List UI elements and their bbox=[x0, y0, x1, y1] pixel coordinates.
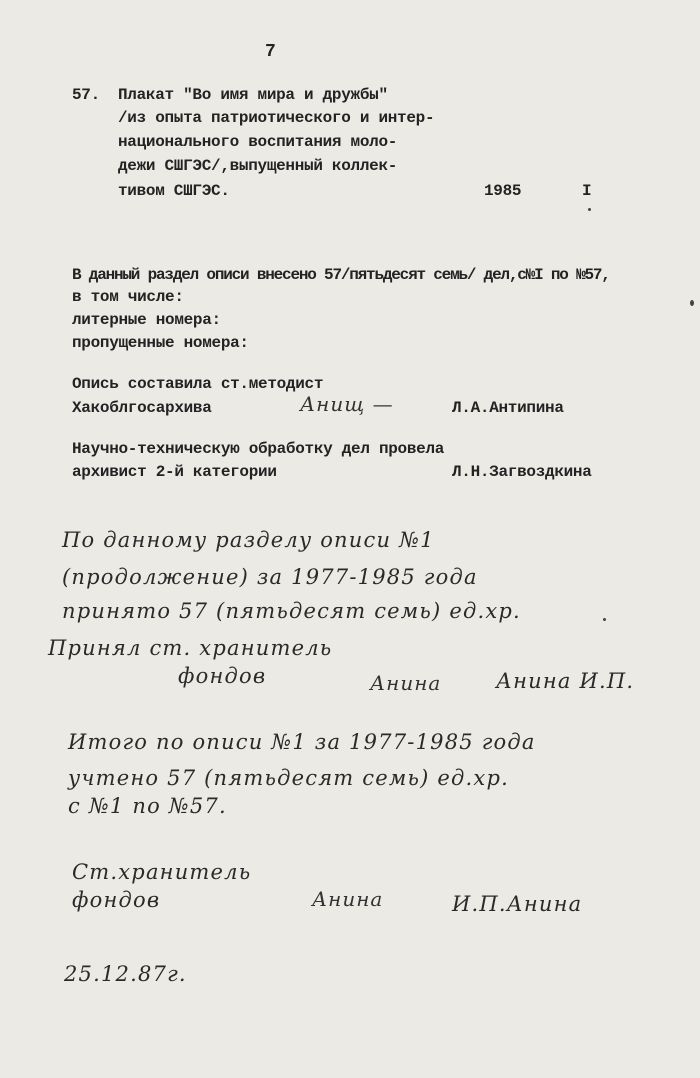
entry-number: 57. bbox=[72, 86, 100, 104]
entry-line: Плакат "Во имя мира и дружбы" bbox=[118, 86, 388, 104]
scan-speck bbox=[603, 618, 606, 621]
handwritten-note-line: По данному разделу описи №1 bbox=[62, 528, 435, 552]
keeper-line: фондов bbox=[72, 888, 161, 912]
accepted-by-line: Принял ст. хранитель bbox=[48, 636, 333, 660]
scan-speck bbox=[588, 208, 591, 211]
handwritten-date: 25.12.87г. bbox=[64, 962, 187, 986]
processor-role: архивист 2-й категории bbox=[72, 463, 277, 481]
entry-count: I bbox=[582, 182, 592, 200]
accepted-by-line: фондов bbox=[178, 664, 267, 688]
summary-line: пропущенные номера: bbox=[72, 334, 249, 352]
entry-line: дежи СШГЭС/,выпущенный коллек- bbox=[118, 157, 398, 175]
processor-title: Научно-техническую обработку дел провела bbox=[72, 440, 445, 458]
handwritten-note-line: принято 57 (пятьдесят семь) ед.хр. bbox=[62, 599, 521, 623]
processor-name: Л.Н.Загвоздкина bbox=[452, 463, 592, 481]
entry-year: 1985 bbox=[484, 182, 522, 200]
summary-line: литерные номера: bbox=[72, 311, 221, 329]
entry-line: национального воспитания моло- bbox=[118, 133, 398, 151]
keeper-line: Ст.хранитель bbox=[72, 860, 252, 884]
accepted-by-signature: Анина bbox=[370, 671, 442, 695]
scan-speck bbox=[690, 300, 694, 306]
compiler-name: Л.А.Антипина bbox=[452, 399, 564, 417]
total-line: Итого по описи №1 за 1977-1985 года bbox=[68, 730, 536, 754]
summary-line: В данный раздел описи внесено 57/пятьдесят семь/ дел,с№I по №57, bbox=[72, 266, 610, 284]
page-number: 7 bbox=[265, 42, 276, 62]
compiler-title: Опись составила ст.методист bbox=[72, 375, 324, 393]
entry-line: тивом СШГЭС. bbox=[118, 182, 230, 200]
entry-line: /из опыта патриотического и интер- bbox=[118, 109, 435, 127]
total-line: с №1 по №57. bbox=[68, 794, 227, 818]
compiler-signature: Анищ — bbox=[300, 392, 394, 416]
keeper-signature: Анина bbox=[312, 887, 384, 911]
accepted-by-name: Анина И.П. bbox=[496, 669, 635, 693]
compiler-org: Хакоблгосархива bbox=[72, 399, 212, 417]
total-line: учтено 57 (пятьдесят семь) ед.хр. bbox=[68, 766, 509, 790]
handwritten-note-line: (продолжение) за 1977-1985 года bbox=[62, 565, 478, 589]
summary-line: в том числе: bbox=[72, 288, 184, 306]
keeper-name: И.П.Анина bbox=[452, 892, 583, 916]
